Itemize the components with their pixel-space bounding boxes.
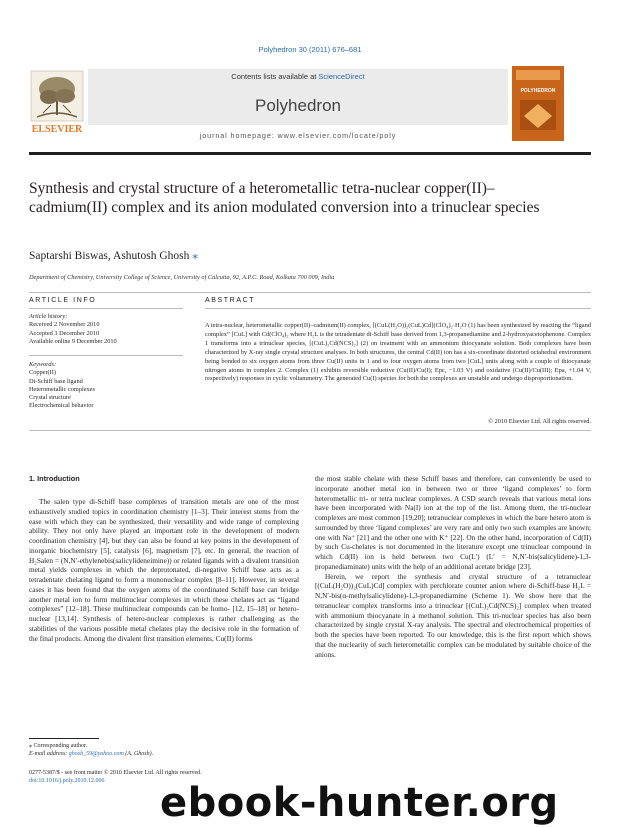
footnote-rule [29,738,99,739]
keyword: Electrochemical behavior [29,402,94,410]
email-line [29,750,299,758]
journal-citation[interactable]: Polyhedron 30 (2011) 676–681 [258,45,362,54]
keywords [29,361,183,411]
keyword: Crystal structure [29,394,71,402]
sciencedirect-link[interactable]: ScienceDirect [318,72,365,81]
keyword: Di-Schiff base ligand [29,377,83,385]
abstract-rule [205,308,591,309]
keyword: Copper(II) [29,369,56,377]
elsevier-wordmark: ELSEVIER [31,124,83,135]
history-online: Available online 9 December 2010 [29,337,117,345]
corresponding-author-note: ⁎ Corresponding author. [29,743,88,749]
watermark-text: ebook-hunter.org [160,780,559,826]
journal-cover-image [512,66,564,141]
introduction-left-column: The salen type di-Schiff base complexes of transition metals are one of the most exhaustively studied topics in coordination chemistry [1–3]. Their interest stems from the ease with which they can be synthesized, their versatility and wide range of complexing ability. They not only have played an important role in the development of modern coordination chemistry [4], but they can also be found at key points in the development of inorganic biochemistry [5], catalysis [6], magnetism [7], etc. In general, the reaction of H₂Salen = (N,N′-ethylenebis(salicylideneimine)) or related ligands with a divalent transition metal yields complexes in which the deprotonated, di-negative Schiff base acts as a tetradentate chelating ligand to form a mononuclear complex [8–11]. However, in several cases it has been found that the oxygen atoms of the coordinated Schiff base can bridge another metal ion to form multinuclear complexes in which these chelates act as “ligand complexes” [12–18]. These multinuclear compounds can be homo- [12, 15–18] or hetero-nuclear [13,14]. Synthesis of hetero-nuclear complexes is rather challenging as the stabilities of the various possible metal chelates play the decisive role in the formation of the final products. Among the divalent first transition elements, Cu(II) forms [29,497,299,643]
journal-homepage[interactable]: journal homepage: www.elsevier.com/locate/poly [199,131,397,140]
history-label: Article history: [29,313,68,320]
article-history [29,313,183,346]
contents-prefix: Contents lists available at [231,72,319,81]
author-affiliation: Department of Chemistry, University College of Science, University of Calcutta, 92, A.P.C. Road, Kolkata 700 009, India [29,274,335,281]
copyright: © 2010 Elsevier Ltd. All rights reserved. [488,418,591,425]
divider [29,292,591,293]
article-info-heading: ARTICLE INFO [29,297,97,304]
doi-link[interactable]: doi:10.1016/j.poly.2010.12.006 [29,778,105,784]
journal-name: Polyhedron [254,96,341,115]
corresponding-author-mark[interactable]: ⁎ [192,250,198,262]
introduction-right-column [315,474,591,659]
keywords-label: Keywords: [29,361,57,368]
paragraph: the most stable chelate with these Schiff bases and therefore, can conveniently be used to incorporate another metal ion in between two or three ‘ligand complexes’ to form heterometallic tri- or tetra nuclear complexes. A CSD search reveals that various metal ions have been incorporated with Na(I) ion at the top of the list. Among them, the tri-nuclear complexes are most common [19,20]; tetranuclear complexes in which the bare hetero atom is surrounded by three ‘ligand complexes’ are very rare and only two such examples are known; one with Na⁺ [21] and the other one with K⁺ [22]. On the other hand, incorporation of Cd(II) by such Cu-chelates is not documented in the literature except one trinuclear compound in which Cd(II) ion is held between two Cu(L′) (L′ = N,N′-bis(salicylidene)-1,3-propanediaminate) units with the help of an additional acetate bridge [23]. [315,474,591,571]
email-suffix: (A. Ghosh). [123,751,154,757]
contents-available [88,72,508,81]
abstract-text: A tetra-nuclear, heterometallic copper(II)–cadmium(II) complex, [(CuL(H₂O))₂(CuL)Cd](ClO₄)₂·H₂O (1) has been synthesized by reacting the “ligand complex” [CuL] with Cd(ClO₄)₂ where H₂L is the tetradentate di-Schiff base derived from 1,3-propanediamine and 2-hydroxyacetophenone. Complex 1 transforms into a trinuclear species, [(CuL)₂Cd(NCS)₂] (2) on treatment with an ammonium thiocyanate solution. Both complexes have been characterized by X-ray single crystal structure analyses. In both structures, the central Cd(II) ion has a six-coordinate distorted octahedral environment being bonded to six oxygen atoms from three Cu(II) units in 1 and to four oxygen atoms from two [CuL] units along with a couple of thiocyanate nitrogen atoms in complex 2. Complex (1) exhibits reversible reductive (Cu(II)/Cu(I); Epc, −1.03 V) and oxidative (Cu(II)/Cu(III); Epa, +1.04 V, respectively) responses in cyclic voltammetry. The generated Cu(I) species for both the complexes are unstable and undergo disproportionation. [205,322,591,383]
author-names: Saptarshi Biswas, Ashutosh Ghosh [29,250,190,262]
history-accepted: Accepted 3 December 2010 [29,329,100,337]
footnote [29,742,299,758]
email-link[interactable]: ghosh_59@yahoo.com [68,751,124,757]
cover-title: POLYHEDRON [520,88,556,94]
issn-line: 0277-5387/$ - see front matter © 2010 Elsevier Ltd. All rights reserved. [29,770,202,776]
email-label: E-mail address: [29,751,69,757]
header-rule [29,152,591,155]
section-heading-introduction: 1. Introduction [29,474,80,483]
abstract-heading: ABSTRACT [205,297,256,304]
article-info-rule [29,355,183,356]
keyword: Heterometallic complexes [29,385,95,393]
article-title: Synthesis and crystal structure of a heterometallic tetra-nuclear copper(II)–cadmium(II) complex and its anion modulated conversion into a trinuclear species [29,180,540,216]
article-info-rule [29,308,183,309]
history-received: Received 2 November 2010 [29,321,100,329]
article-authors [29,248,198,262]
divider [29,430,591,431]
paragraph: Herein, we report the synthesis and crystal structure of a tetranuclear [(CuL(H₂O))₂(CuL)Cd] complex with perchlorate counter anion where di-Schiff-base H₂L = N,N′-bis(α-methylsalicylidene)-1,3-propanediamine (Scheme 1). We show here that the tetranuclear complex transforms into a trinuclear [(CuL)₂Cd(NCS)₂] complex when treated with ammonium thiocyanate in a methanol solution. This tri-nuclear species has also been characterized by single crystal X-ray analysis. The spectral and electrochemical properties of both the species have been reported. To our knowledge, this is the first report which shows that the nuclearity of such heterometallic complex can be modulated by suitable choice of the anions. [315,571,591,659]
